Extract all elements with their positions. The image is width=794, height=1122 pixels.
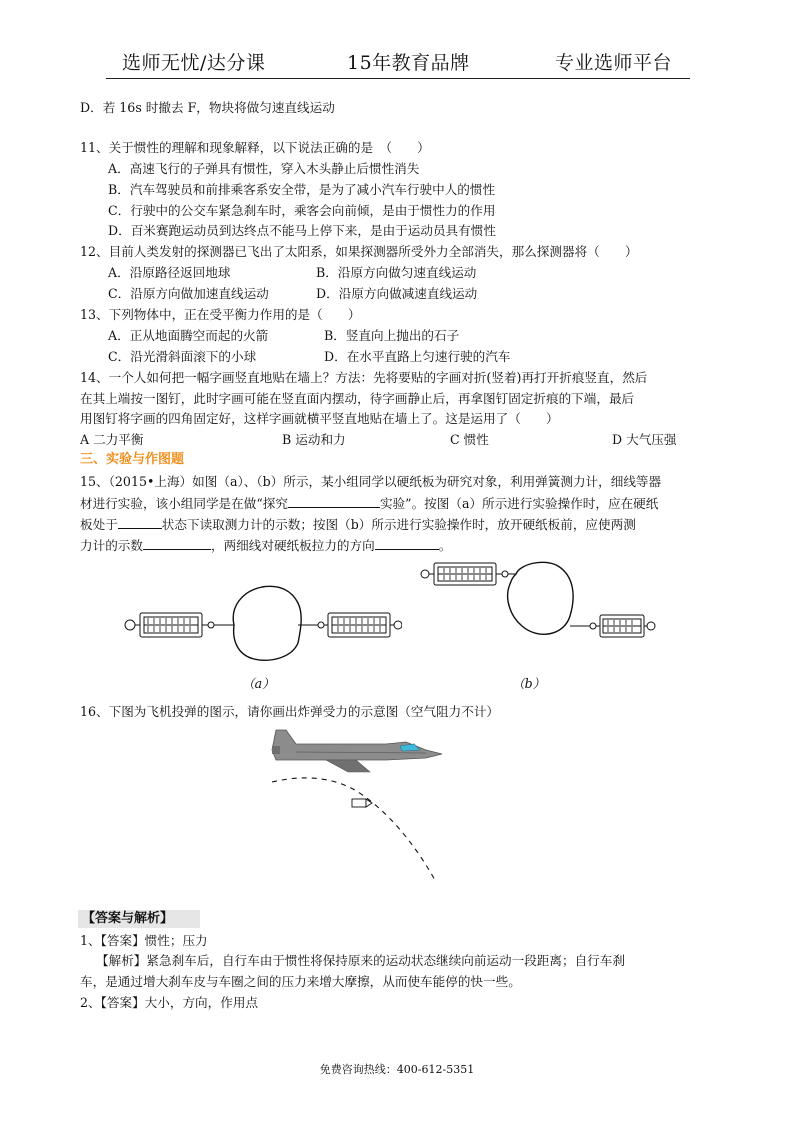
question-13: 13、下列物体中，正在受平衡力作用的是（ ） xyxy=(80,307,361,322)
question-15-line-2 xyxy=(80,495,658,512)
q11-option-a: A．高速飞行的子弹具有惯性，穿入木头静止后惯性消失 xyxy=(108,161,420,176)
q14-option-c: C 惯性 xyxy=(450,432,489,447)
q12-option-d: D．沿原方向做减速直线运动 xyxy=(316,286,478,301)
upper-spring-scale xyxy=(421,563,508,585)
lower-spring-scale xyxy=(590,615,655,637)
header-left: 选师无忧/达分课 xyxy=(122,52,266,74)
cardboard-shape-b xyxy=(508,562,573,634)
q11-option-d: D．百米赛跑运动员到达终点不能马上停下来，是由于运动员具有惯性 xyxy=(108,223,496,238)
footer-hotline: 免费咨询热线：400-612-5351 xyxy=(319,1063,475,1076)
q15-text-f: ，两细线对硬纸板拉力的方向 xyxy=(210,538,375,553)
right-spring-scale xyxy=(318,613,402,637)
header-right: 专业选师平台 xyxy=(555,52,673,74)
answer-section-tag: 【答案与解析】 xyxy=(78,910,200,928)
answer-blank-1[interactable] xyxy=(288,495,380,508)
question-15-line-4 xyxy=(80,537,451,554)
q12-option-b: B．沿原方向做匀速直线运动 xyxy=(316,265,477,280)
answer-blank-3[interactable] xyxy=(143,537,211,550)
q15-text-b: 实验”。按图（a）所示进行实验操作时，应在硬纸 xyxy=(379,496,659,511)
answer-blank-2[interactable] xyxy=(118,516,162,529)
question-16: 16、下图为飞机投弹的图示，请你画出炸弹受力的示意图（空气阻力不计） xyxy=(80,704,500,719)
q12-option-c: C．沿原方向做加速直线运动 xyxy=(108,286,269,301)
question-14-line-1: 14、一个人如何把一幅字画竖直地贴在墙上？方法：先将要贴的字画对折(竖着)再打开折痕竖直，然后 xyxy=(80,370,648,385)
question-14-line-2: 在其上端按一图钉，此时字画可能在竖直面内摆动，待字画静止后，再拿图钉固定折痕的下端，最后 xyxy=(80,391,635,406)
answer-2: 2、【答案】大小，方向，作用点 xyxy=(80,995,259,1010)
bomber-drop-figure xyxy=(266,722,456,882)
q15-text-c: 板处于 xyxy=(80,517,118,532)
header-rule xyxy=(106,78,690,79)
q12-option-a: A．沿原路径返回地球 xyxy=(108,265,231,280)
q14-option-a: A 二力平衡 xyxy=(80,432,144,447)
q15-text-a: 材进行实验，该小组同学是在做“探究 xyxy=(80,496,288,511)
header-center: 15年教育品牌 xyxy=(347,52,470,74)
answer-blank-4[interactable] xyxy=(375,537,439,550)
bomb-trajectory xyxy=(272,778,436,882)
airplane-icon xyxy=(272,730,442,772)
spring-scale-figure-a xyxy=(122,585,402,665)
line-option-d: D．若 16s 时撤去 F，物块将做匀速直线运动 xyxy=(80,100,335,115)
q14-option-d: D 大气压强 xyxy=(612,432,677,447)
answer-1-explanation-line-2: 车，是通过增大刹车皮与车圈之间的压力来增大摩擦，从而使车能停的快一些。 xyxy=(80,974,521,989)
question-14-line-3: 用图钉将字画的四角固定好，这样字画就横平竖直地贴在墙上了。这是运用了（ ） xyxy=(80,411,559,426)
q13-option-b: B．竖直向上抛出的石子 xyxy=(324,328,460,343)
figure-b-label: （b） xyxy=(512,676,546,691)
q13-option-d: D．在水平直路上匀速行驶的汽车 xyxy=(324,349,511,364)
q11-option-b: B．汽车驾驶员和前排乘客系安全带，是为了减小汽车行驶中人的惯性 xyxy=(108,182,496,197)
q15-text-g: 。 xyxy=(438,538,452,553)
q13-option-c: C．沿光滑斜面滚下的小球 xyxy=(108,349,257,364)
question-11: 11、关于惯性的理解和现象解释，以下说法正确的是 （ ） xyxy=(80,140,430,155)
figure-a-label: （a） xyxy=(242,676,275,691)
cardboard-shape xyxy=(233,586,301,660)
q15-text-e: 力计的示数 xyxy=(80,538,143,553)
answer-1-explanation-line-1: 【解析】紧急刹车后，自行车由于惯性将保持原来的运动状态继续向前运动一段距离；自行车刹 xyxy=(96,953,625,968)
page-header xyxy=(0,48,794,78)
answer-1: 1、【答案】惯性；压力 xyxy=(80,933,208,948)
q11-option-c: C．行驶中的公交车紧急刹车时，乘客会向前倾，是由于惯性力的作用 xyxy=(108,203,496,218)
q13-option-a: A．正从地面腾空而起的火箭 xyxy=(108,328,269,343)
question-15-line-3 xyxy=(80,516,636,533)
question-12: 12、目前人类发射的探测器已飞出了太阳系，如果探测器所受外力全部消失，那么探测器将（ ） xyxy=(80,244,638,259)
section-heading: 三、实验与作图题 xyxy=(80,452,185,467)
q15-text-d: 状态下读取测力计的示数；按图（b）所示进行实验操作时，放开硬纸板前，应使两测 xyxy=(161,517,636,532)
question-15-line-1: 15、（2015•上海）如图（a）、（b）所示，某小组同学以硬纸板为研究对象，利用弹簧测力计，细线等器 xyxy=(80,474,662,489)
left-spring-scale xyxy=(125,613,214,637)
spring-scale-figure-b xyxy=(418,560,656,650)
q14-option-b: B 运动和力 xyxy=(282,432,346,447)
